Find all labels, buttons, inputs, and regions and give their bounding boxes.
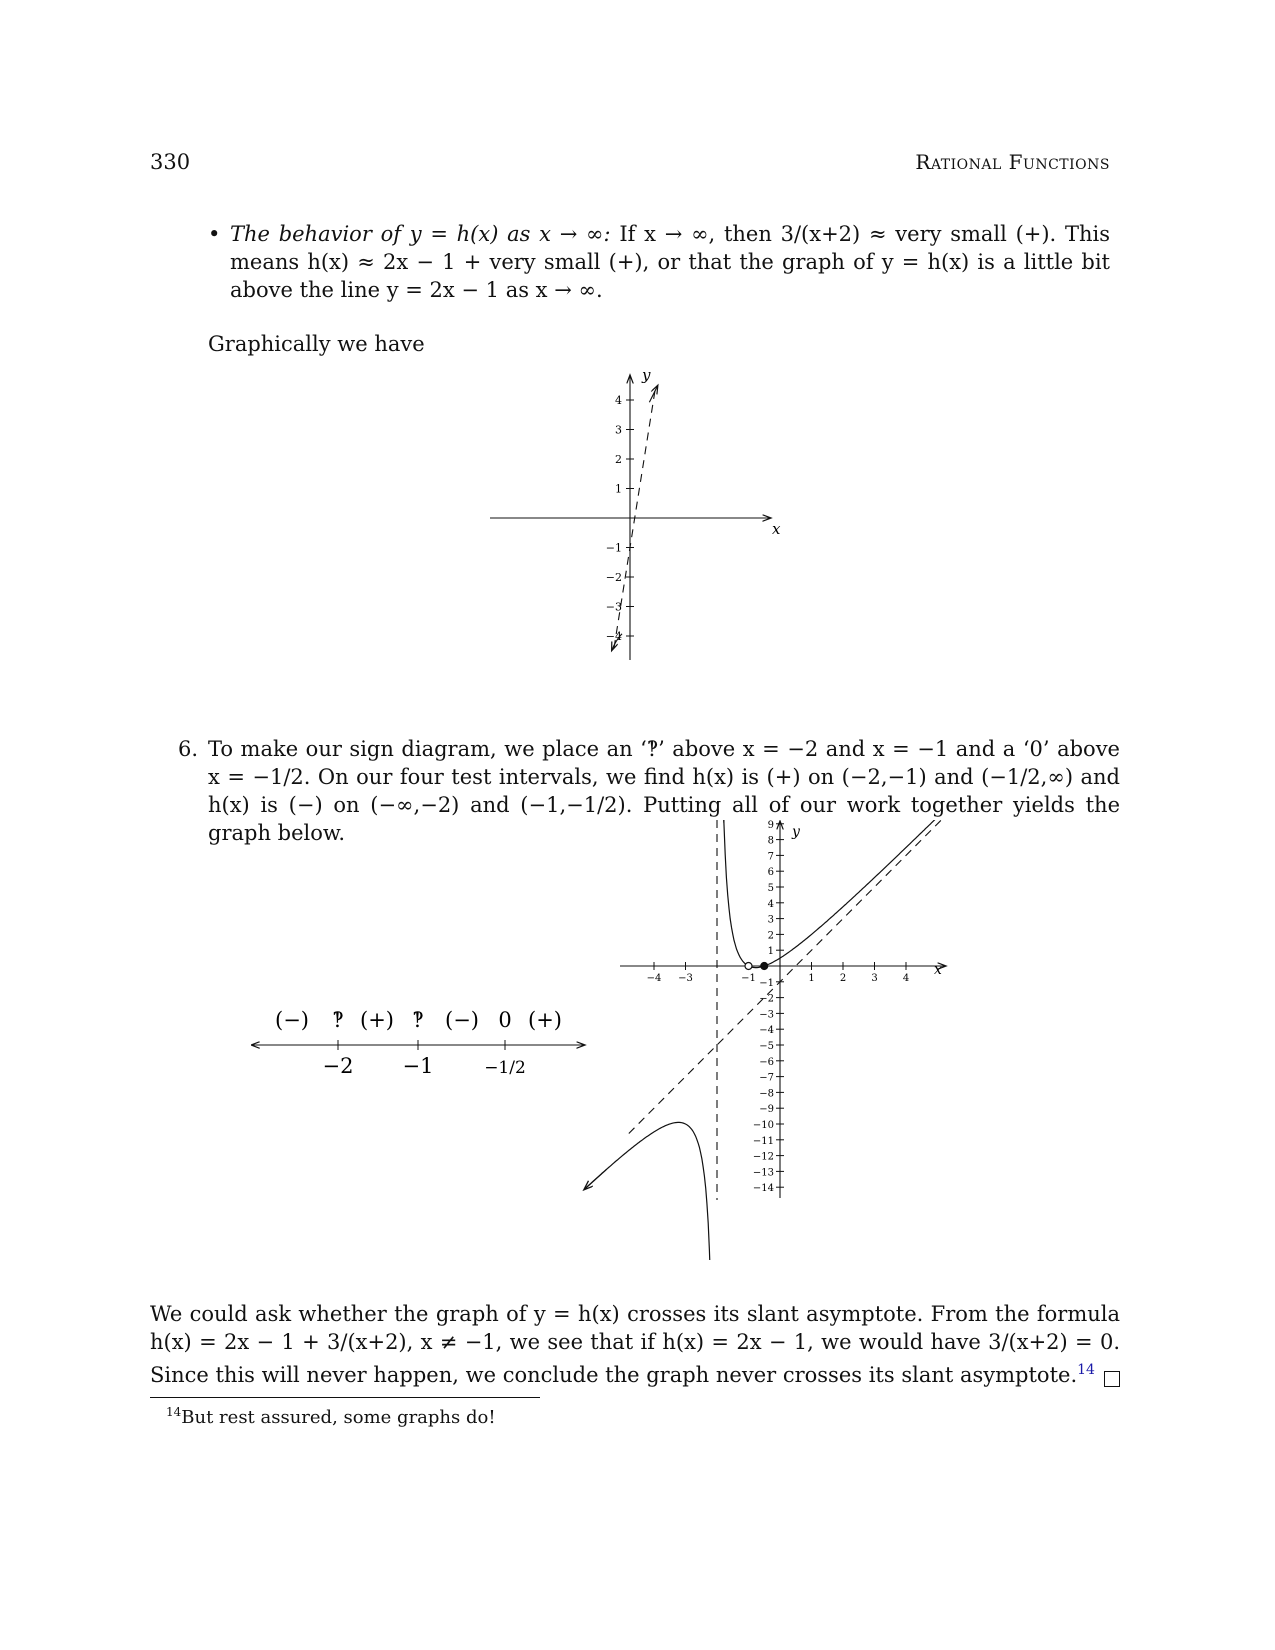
g2-axes [620, 822, 945, 1198]
y-tick-label: 5 [767, 883, 774, 894]
footnote-ref[interactable]: 14 [1077, 1362, 1095, 1378]
intercept-point [761, 963, 768, 970]
footnote-number: 14 [166, 1405, 182, 1419]
curve-end-arrow-up [649, 386, 657, 402]
bullet-paragraph [208, 220, 1110, 304]
g2-ticks [647, 820, 910, 1194]
graph-lead: Graphically we have [208, 332, 425, 356]
x-tick-label: 1 [808, 973, 815, 984]
y-tick-label: −3 [759, 1009, 774, 1021]
closing-paragraph [150, 1300, 1120, 1389]
sign-6: 0 [498, 1008, 512, 1032]
y-tick-label: −7 [759, 1072, 774, 1084]
g1-axes [490, 370, 781, 660]
y-tick-label: 7 [767, 851, 774, 863]
x-tick-label: 3 [871, 973, 878, 984]
sign-2: ‽ [332, 1008, 344, 1032]
point-label-1: −2 [322, 1054, 354, 1078]
sign-3: (+) [360, 1008, 394, 1032]
sign-diagram [240, 1005, 600, 1095]
y-tick-label: −11 [752, 1135, 774, 1147]
footnote-text: But rest assured, some graphs do! [181, 1407, 496, 1428]
y-tick-label: −6 [759, 1056, 774, 1068]
sign-4: ‽ [412, 1008, 424, 1032]
y-tick-label: −4 [759, 1025, 774, 1037]
y-tick-label: −1 [605, 541, 622, 555]
g2-asymptotes [629, 820, 963, 1200]
y-tick-label: 9 [767, 820, 774, 831]
item-6-text: To make our sign diagram, we place an ‘‽’ above x = −2 and x = −1 and a ‘0’ above x = −1/2. On our four test intervals, we find h(x) is (+) on (−2,−1) and (−1/2,∞) and h(x) is (−) on (−∞,−2) and (−1,−1/2). Putting all of our work together yields the graph below. [208, 737, 1120, 845]
asymptote-graph [470, 370, 820, 680]
y-tick-label: 6 [767, 867, 774, 879]
y-tick-label: 4 [767, 898, 774, 910]
page-number: 330 [150, 150, 191, 174]
left-branch [585, 1122, 714, 1260]
y-tick-label: 3 [615, 423, 622, 437]
sign-5: (−) [445, 1008, 479, 1032]
y-tick-label: −14 [752, 1183, 774, 1195]
y-tick-label: 4 [615, 394, 622, 407]
hole-point [745, 963, 752, 970]
y-tick-label: −2 [605, 571, 622, 584]
y-tick-label: 8 [767, 835, 774, 847]
y-tick-label: −10 [752, 1120, 774, 1131]
y-tick-label: −5 [759, 1041, 774, 1052]
y-tick-label: 1 [767, 946, 774, 958]
y-axis-label: y [642, 370, 651, 384]
bullet-text: If x → ∞, then 3/(x+2) ≈ very small (+). This means h(x) ≈ 2x − 1 + very small (+), or that the graph of y = h(x) is a little bit above the line y = 2x − 1 as x → ∞. [230, 222, 1110, 302]
x-axis-label: x [772, 520, 781, 538]
y-tick-label: −8 [759, 1088, 774, 1100]
y-tick-label: −12 [752, 1151, 774, 1163]
x-tick-label: −3 [678, 973, 693, 984]
y-tick-label: 3 [767, 914, 774, 926]
sign-7: (+) [528, 1008, 562, 1032]
sign-1: (−) [275, 1008, 309, 1032]
bullet-icon: • [208, 222, 221, 246]
x-axis-label: x [934, 962, 942, 978]
y-tick-label: −3 [605, 600, 622, 614]
footnote [166, 1405, 496, 1428]
left-branch-arrow [585, 1169, 607, 1189]
function-graph [570, 820, 1010, 1260]
point-label-3: −1/2 [484, 1058, 526, 1078]
qed-box-icon [1104, 1371, 1120, 1387]
chapter-title: Rational Functions [915, 150, 1110, 174]
footnote-rule [150, 1397, 540, 1398]
item-number: 6. [178, 737, 199, 761]
y-tick-label: −1 [759, 977, 774, 989]
x-tick-label: −1 [741, 973, 756, 984]
y-tick-label: −2 [759, 993, 774, 1005]
x-tick-label: −4 [646, 973, 662, 984]
y-tick-label: 1 [615, 482, 622, 496]
y-tick-label: 2 [615, 453, 622, 466]
x-tick-label: 2 [839, 973, 847, 984]
y-tick-label: −13 [752, 1167, 774, 1179]
x-tick-label: 4 [902, 973, 910, 984]
right-branch [723, 820, 952, 968]
bullet-lead: The behavior of y = h(x) as x → ∞: [230, 222, 611, 246]
y-tick-label: −4 [605, 630, 622, 643]
y-tick-label: 2 [767, 930, 774, 942]
point-label-2: −1 [402, 1054, 434, 1078]
y-tick-label: −9 [759, 1104, 774, 1116]
y-axis-label: y [792, 824, 800, 840]
closing-text: We could ask whether the graph of y = h(x) crosses its slant asymptote. From the formula h(x) = 2x − 1 + 3/(x+2), x ≠ −1, we see that if h(x) = 2x − 1, we would have 3/(x+2) = 0. Since this will never happen, we conclude the graph never crosses its slant asymptote. [150, 1302, 1120, 1387]
